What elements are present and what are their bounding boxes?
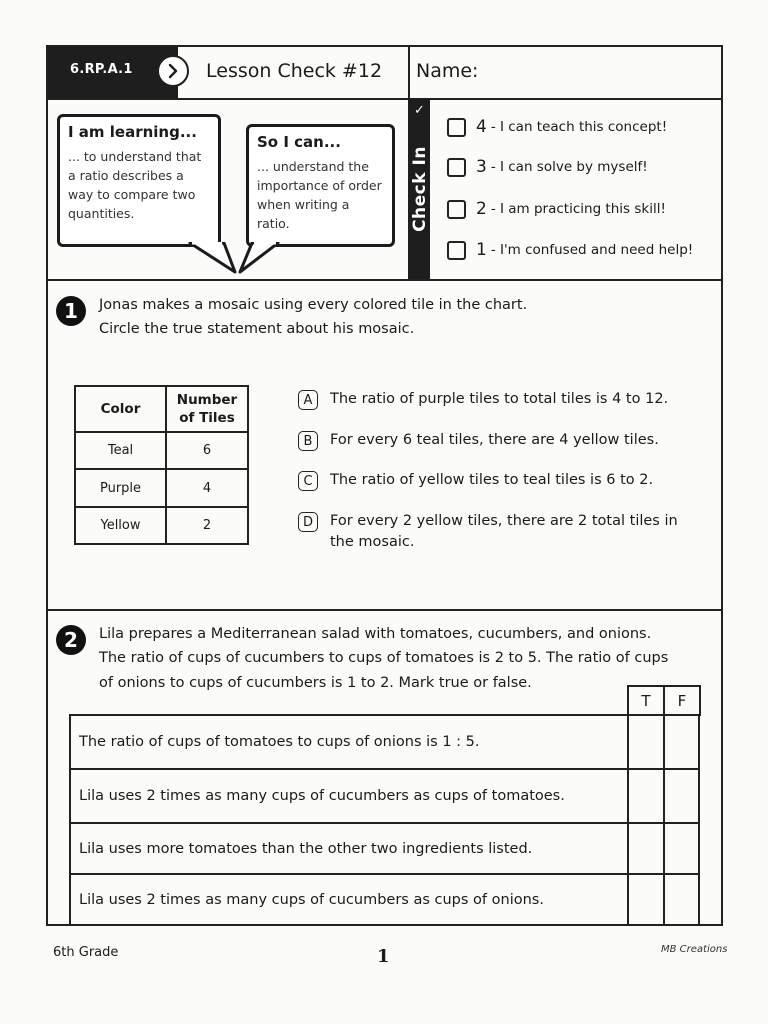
- header-divider: [46, 98, 723, 100]
- checkmark-icon: ✓: [414, 103, 425, 118]
- grade-label: 6th Grade: [53, 945, 119, 960]
- question-1-line-2: Circle the true statement about his mosaic.: [99, 321, 415, 337]
- rating-checkbox[interactable]: [447, 158, 466, 177]
- learning-bubble: [57, 114, 221, 247]
- checkin-label: Check In: [410, 146, 430, 232]
- learning-heading: I am learning...: [68, 123, 197, 141]
- choice-d[interactable]: D For every 2 yellow tiles, there are 2 total tiles in the mosaic.: [298, 511, 683, 553]
- name-divider: [408, 45, 410, 99]
- rating-checkbox[interactable]: [447, 200, 466, 219]
- true-column-header: T: [627, 685, 665, 716]
- choice-c[interactable]: C The ratio of yellow tiles to teal tiles is 6 to 2.: [298, 470, 653, 491]
- true-answer-cells[interactable]: [629, 716, 663, 924]
- false-column-header: F: [663, 685, 701, 716]
- can-heading: So I can...: [257, 133, 341, 151]
- rating-checkbox[interactable]: [447, 118, 466, 137]
- creator-label: MB Creations: [661, 944, 728, 955]
- choice-b[interactable]: B For every 6 teal tiles, there are 4 yellow tiles.: [298, 430, 659, 451]
- table-row: Purple 4: [75, 469, 248, 507]
- name-label: Name:: [416, 60, 479, 82]
- can-text: ... understand the importance of order when writing a ratio.: [257, 159, 382, 231]
- statement-1: The ratio of cups of tomatoes to cups of onions is 1 : 5.: [79, 734, 480, 750]
- chevron-right-icon: [157, 55, 189, 87]
- table-row: Yellow 2: [75, 507, 248, 544]
- rating-2[interactable]: 2 - I am practicing this skill!: [447, 199, 666, 219]
- statement-3: Lila uses more tomatoes than the other two ingredients listed.: [79, 840, 533, 857]
- choice-a[interactable]: A The ratio of purple tiles to total tiles is 4 to 12.: [298, 389, 668, 410]
- table-row: Teal 6: [75, 432, 248, 469]
- question-divider: [46, 609, 723, 611]
- bubble-tails: [180, 242, 280, 276]
- rating-4[interactable]: 4 - I can teach this concept!: [447, 117, 667, 137]
- standard-code: 6.RP.A.1: [70, 62, 133, 77]
- table-row: [69, 822, 700, 875]
- question-1-line-1: Jonas makes a mosaic using every colored tile in the chart.: [99, 297, 528, 313]
- table-header-color: Color: [75, 386, 166, 432]
- question-1-number: 1: [56, 296, 86, 326]
- false-answer-cells[interactable]: [665, 716, 699, 924]
- question-2-line-3: of onions to cups of cucumbers is 1 to 2. Mark true or false.: [99, 675, 532, 691]
- rating-checkbox[interactable]: [447, 241, 466, 260]
- table-header-count: Number of Tiles: [166, 386, 248, 432]
- statement-4: Lila uses 2 times as many cups of cucumbers as cups of onions.: [79, 891, 544, 908]
- lesson-title: Lesson Check #12: [206, 60, 383, 82]
- rating-1[interactable]: 1 - I'm confused and need help!: [447, 240, 693, 260]
- rating-3[interactable]: 3 - I can solve by myself!: [447, 157, 648, 177]
- objectives-divider: [46, 279, 723, 281]
- table-row: [69, 714, 700, 770]
- tile-table: [74, 385, 249, 545]
- question-2-line-2: The ratio of cups of cucumbers to cups of tomatoes is 2 to 5. The ratio of cups: [99, 650, 669, 666]
- question-2-number: 2: [56, 625, 86, 655]
- can-bubble: [246, 124, 395, 247]
- table-row: [69, 768, 700, 824]
- table-row: [69, 873, 700, 926]
- question-2-line-1: Lila prepares a Mediterranean salad with tomatoes, cucumbers, and onions.: [99, 626, 652, 642]
- page-number: 1: [377, 946, 390, 967]
- statement-2: Lila uses 2 times as many cups of cucumbers as cups of tomatoes.: [79, 788, 565, 804]
- learning-text: ... to understand that a ratio describes a way to compare two quantities.: [68, 149, 202, 221]
